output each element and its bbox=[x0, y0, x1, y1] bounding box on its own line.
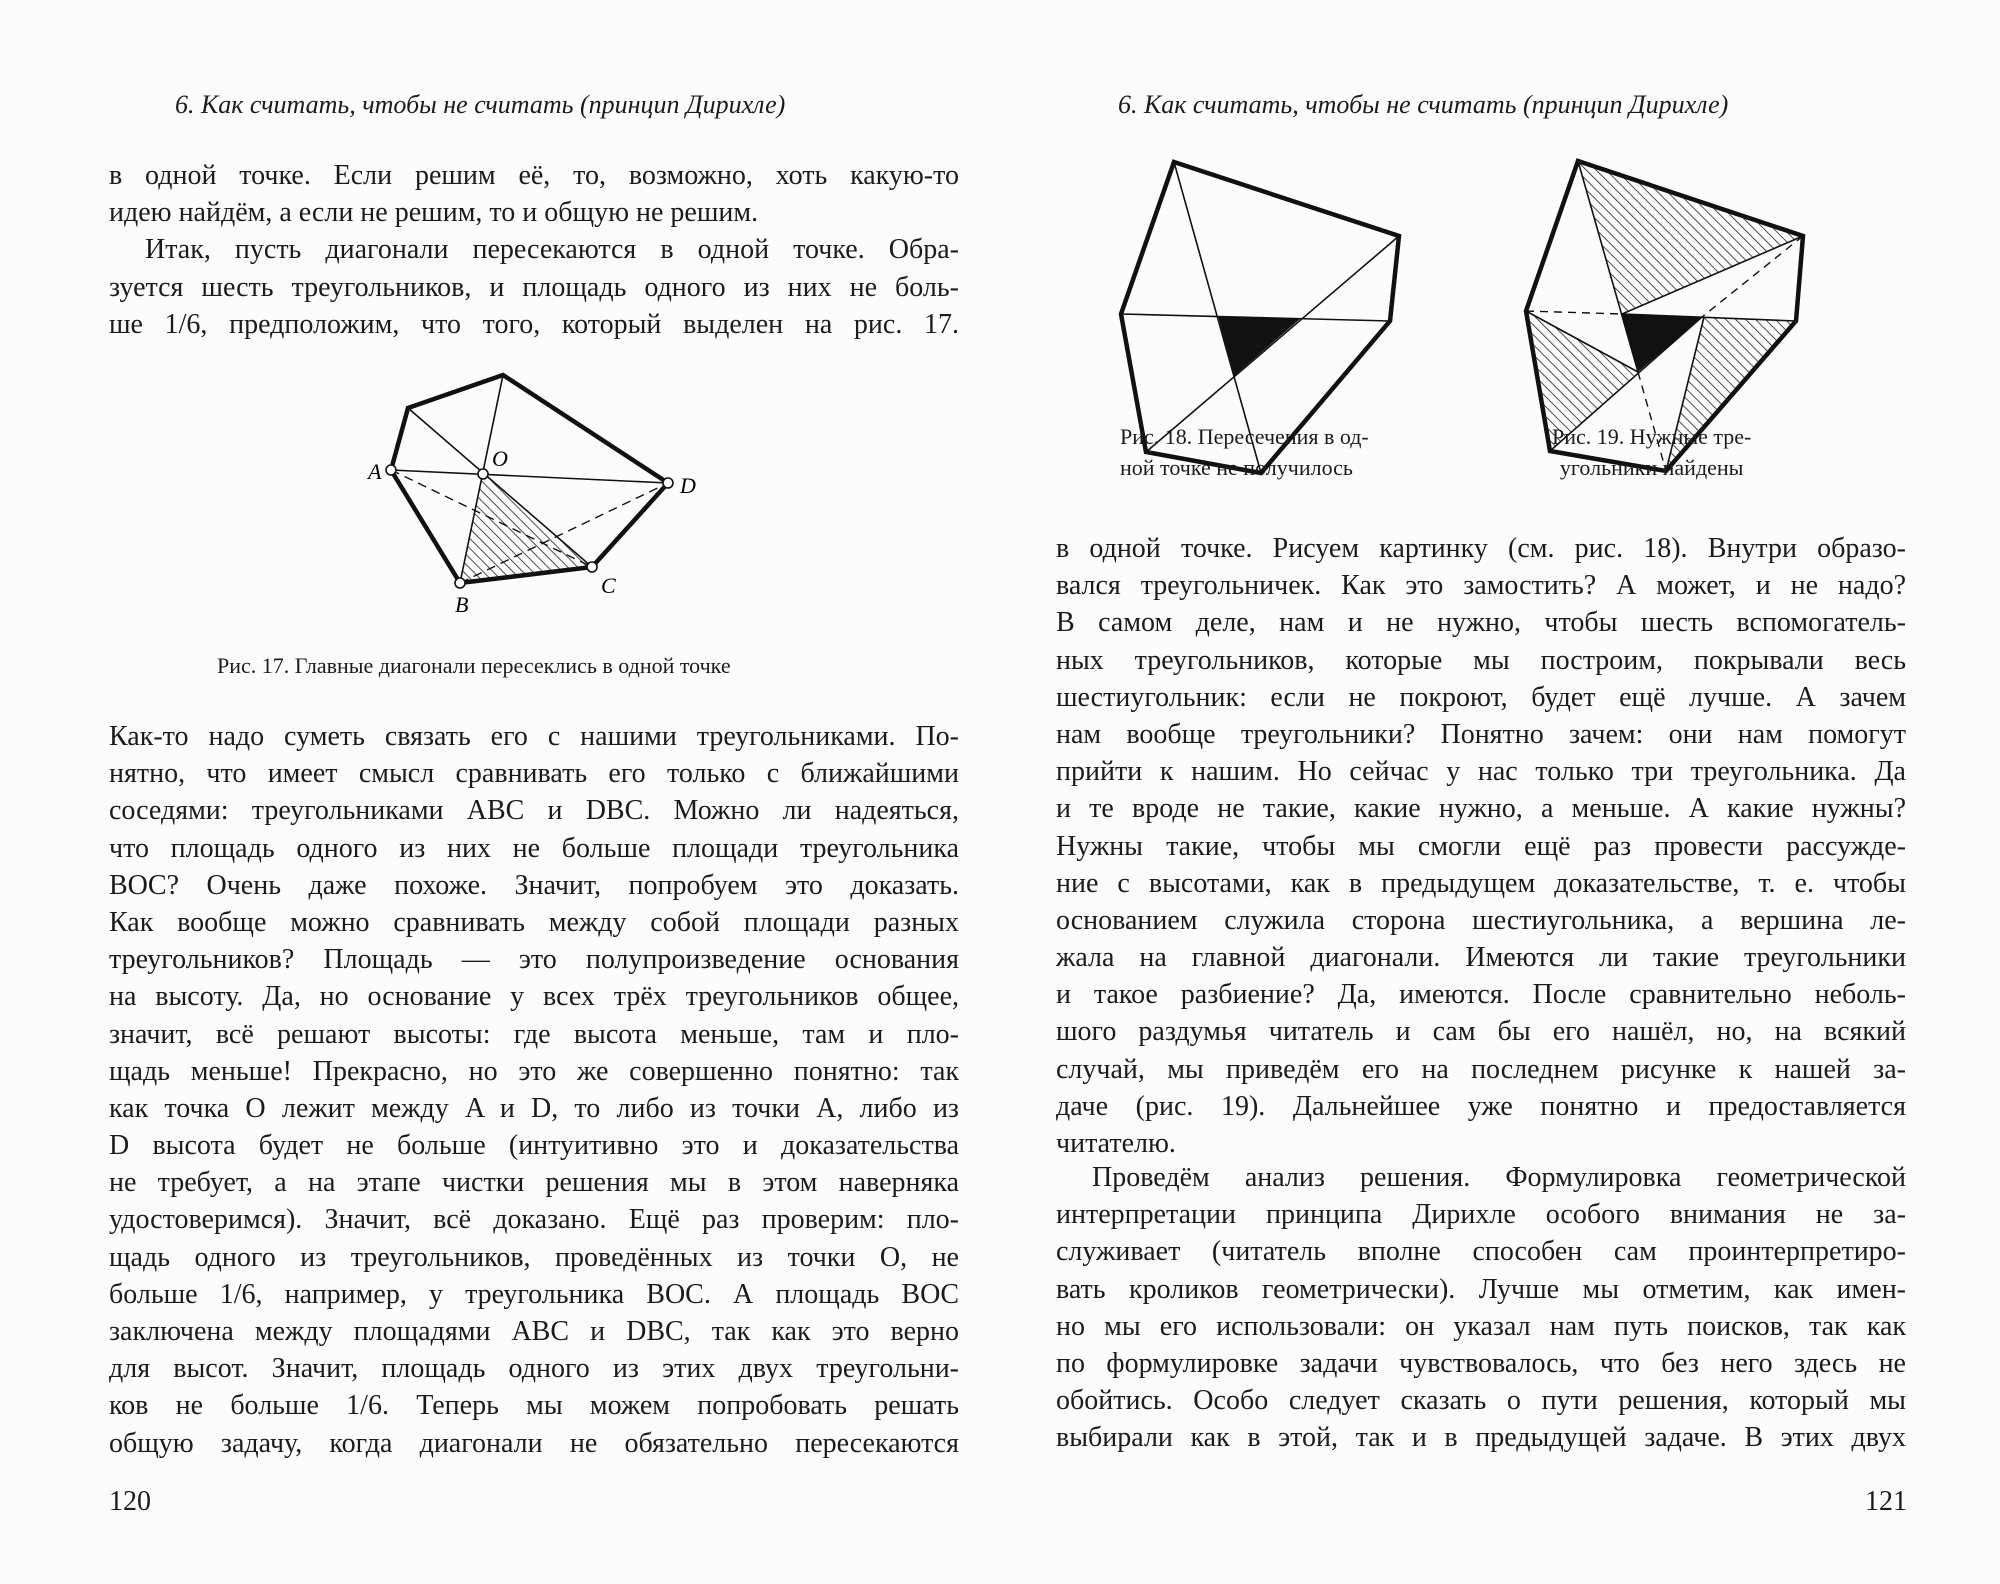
text-line: ше 1/6, предположим, что того, который выделен на рис. 17. bbox=[109, 308, 959, 340]
text-line: нятно, что имеет смысл сравнивать его только с ближайшими bbox=[109, 758, 959, 790]
text-line: Итак, пусть диагонали пересекаются в одной точке. Обра- bbox=[145, 234, 959, 266]
figure-18-caption bbox=[1120, 421, 1369, 483]
point-c bbox=[587, 562, 597, 572]
text-line: нам вообще треугольники? Понятно зачем: они нам помогут bbox=[1056, 718, 1906, 750]
text-line: BOC? Очень даже похоже. Значит, попробуем это доказать. bbox=[109, 869, 959, 901]
page-number-right: 121 bbox=[1865, 1486, 1907, 1517]
text-line: не требует, а на этапе чистки решения мы в этом наверняка bbox=[109, 1167, 959, 1199]
text-line: жала на главной диагонали. Имеются ли такие треугольники bbox=[1056, 942, 1906, 974]
text-line: зуется шесть треугольников, и площадь одного из них не боль- bbox=[109, 271, 959, 303]
text-line: по формулировке задачи чувствовалось, что без него здесь не bbox=[1056, 1347, 1906, 1379]
text-line: основанием служила сторона шестиугольника, а вершина ле- bbox=[1056, 904, 1906, 936]
label-o: O bbox=[492, 446, 508, 471]
label-b: B bbox=[455, 592, 469, 617]
label-c: C bbox=[601, 573, 616, 598]
text-line: значит, всё решают высоты: где высота меньше, там и пло- bbox=[109, 1018, 959, 1050]
label-a: A bbox=[368, 459, 382, 484]
text-line: Проведём анализ решения. Формулировка геометрической bbox=[1092, 1162, 1906, 1193]
text-line: шого раздумья читатель и сам бы его нашёл, но, на всякий bbox=[1056, 1016, 1906, 1048]
text-line: Нужны такие, чтобы мы смогли ещё раз провести рассужде- bbox=[1056, 830, 1906, 862]
point-o bbox=[478, 469, 488, 479]
text-line: обойтись. Особо следует сказать о пути решения, который мы bbox=[1056, 1385, 1906, 1417]
text-line: больше 1/6, например, у треугольника BOC. А площадь BOC bbox=[109, 1278, 959, 1310]
text-line: и те вроде не такие, какие нужно, а меньше. А какие нужны? bbox=[1056, 793, 1906, 825]
black-triangle bbox=[1622, 314, 1702, 372]
figure-19-caption bbox=[1552, 421, 1751, 483]
text-line: но мы его использовали: он указал нам путь поисков, так как bbox=[1056, 1310, 1906, 1342]
text-line: что площадь одного из них не больше площади треугольника bbox=[109, 832, 959, 864]
text-line: и такое разбиение? Да, имеются. После сравнительно неболь- bbox=[1056, 979, 1906, 1011]
text-line: случай, мы приведём его на последнем рисунке к нашей за- bbox=[1056, 1053, 1906, 1085]
caption-line: Рис. 19. Нужные тре- bbox=[1552, 424, 1752, 449]
text-line: соседями: треугольниками ABC и DBC. Можно ли надеяться, bbox=[109, 795, 959, 827]
point-a bbox=[386, 465, 396, 475]
text-line: вать кроликов геометрически). Лучше мы отметим, как имен- bbox=[1056, 1273, 1906, 1305]
black-triangle bbox=[1218, 316, 1300, 376]
left-paragraph-block-1 bbox=[109, 157, 959, 343]
text-line: в одной точке. Рисуем картинку (см. рис. 18). Внутри образо- bbox=[1056, 533, 1906, 564]
text-line: ных треугольников, которые мы построим, покрывали весь bbox=[1056, 644, 1906, 676]
text-line: В самом деле, нам и не нужно, чтобы шесть вспомогатель- bbox=[1056, 607, 1906, 639]
right-paragraph-block-2 bbox=[1056, 1159, 1906, 1457]
text-line: интерпретации принципа Дирихле особого внимания не за- bbox=[1056, 1199, 1906, 1231]
text-line: читателю. bbox=[1056, 1128, 1176, 1159]
point-d bbox=[663, 478, 673, 488]
text-line: даче (рис. 19). Дальнейшее уже понятно и предоставляется bbox=[1056, 1090, 1906, 1122]
figure-17-hexagon bbox=[386, 375, 673, 588]
left-paragraph-block-2 bbox=[109, 718, 959, 1462]
running-header-left: 6. Как считать, чтобы не считать (принцип Дирихле) bbox=[175, 90, 786, 119]
right-paragraph-block-1 bbox=[1056, 530, 1906, 1162]
diagonal-line bbox=[391, 470, 668, 483]
hatched-triangle-top bbox=[1578, 161, 1803, 314]
text-line: ние с высотами, как в предыдущем доказательстве, т. е. чтобы bbox=[1056, 867, 1906, 899]
caption-line: Рис. 18. Пересечения в од- bbox=[1120, 424, 1369, 449]
text-line: D высота будет не больше (интуитивно это и доказательства bbox=[109, 1130, 959, 1162]
running-header-right: 6. Как считать, чтобы не считать (принцип Дирихле) bbox=[1118, 90, 1729, 119]
text-line: в одной точке. Если решим её, то, возможно, хоть какую-то bbox=[109, 160, 959, 191]
page-number-left: 120 bbox=[109, 1486, 151, 1517]
figure-17-caption: Рис. 17. Главные диагонали пересеклись в одной точке bbox=[217, 653, 731, 678]
text-line: служивает (читатель вполне способен сам проинтерпретиро- bbox=[1056, 1236, 1906, 1268]
text-line: вался треугольничек. Как это замостить? А может, и не надо? bbox=[1056, 570, 1906, 602]
text-line: общую задачу, когда диагонали не обязательно пересекаются bbox=[109, 1427, 959, 1459]
text-line: Как-то надо суметь связать его с нашими треугольниками. По- bbox=[109, 721, 959, 752]
text-line: удостоверимся). Значит, всё доказано. Ещё раз проверим: пло- bbox=[109, 1204, 959, 1236]
text-line: как точка O лежит между A и D, то либо из точки A, либо из bbox=[109, 1092, 959, 1124]
caption-line: ной точке не получилось bbox=[1120, 455, 1353, 480]
label-d: D bbox=[680, 473, 696, 498]
text-line: ков не больше 1/6. Теперь мы можем попробовать решать bbox=[109, 1390, 959, 1422]
text-line: щадь одного из треугольников, проведённых из точки O, не bbox=[109, 1241, 959, 1273]
text-line: шестиугольник: если не покроют, будет ещё лучше. А зачем bbox=[1056, 681, 1906, 713]
point-b bbox=[455, 578, 465, 588]
text-line: Как вообще можно сравнивать между собой площади разных bbox=[109, 906, 959, 938]
text-line: треугольников? Площадь — это полупроизведение основания bbox=[109, 944, 959, 976]
caption-line: угольники найдены bbox=[1559, 455, 1744, 480]
text-line: выбирали как в этой, так и в предыдущей задаче. В этих двух bbox=[1056, 1422, 1906, 1454]
dashed-line bbox=[1526, 311, 1622, 314]
text-line: идею найдём, а если не решим, то и общую не решим. bbox=[109, 197, 759, 229]
text-line: щадь меньше! Прекрасно, но это же совершенно понятно: так bbox=[109, 1055, 959, 1087]
text-line: заключена между площадями ABC и DBC, так как это верно bbox=[109, 1316, 959, 1347]
text-line: прийти к нашим. Но сейчас у нас только три треугольника. Да bbox=[1056, 756, 1906, 788]
diagonal-line bbox=[1146, 236, 1399, 452]
text-line: на высоту. Да, но основание у всех трёх треугольников общее, bbox=[109, 981, 959, 1013]
text-line: для высот. Значит, площадь одного из этих двух треугольни- bbox=[109, 1353, 959, 1385]
